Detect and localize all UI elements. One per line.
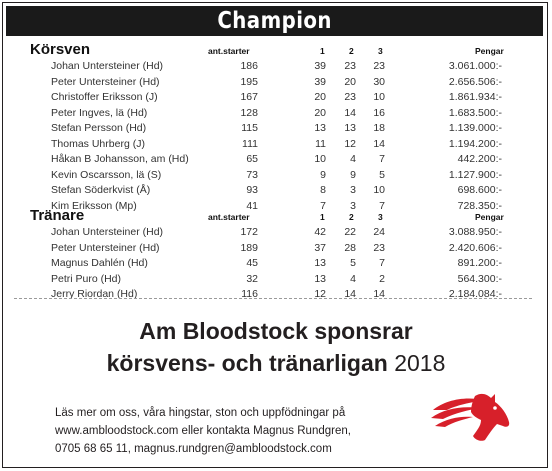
cell-wins: 20	[314, 106, 326, 119]
table-row	[30, 75, 520, 91]
cell-starts: 73	[246, 168, 258, 181]
cell-thirds: 16	[373, 106, 385, 119]
tranare-header-row	[30, 207, 520, 225]
cell-seconds: 28	[344, 241, 356, 254]
table-row	[30, 137, 520, 153]
col-header-second: 2	[349, 46, 354, 56]
table-row	[30, 121, 520, 137]
col-header-third: 3	[378, 212, 383, 222]
cell-name: Stefan Persson (Hd)	[51, 122, 147, 134]
cell-thirds: 30	[373, 75, 385, 88]
cell-name: Thomas Uhrberg (J)	[51, 137, 145, 150]
col-header-first: 1	[320, 212, 325, 222]
cell-thirds: 23	[373, 60, 385, 72]
cell-seconds: 4	[350, 272, 356, 285]
sponsor-headline-2	[0, 350, 552, 377]
cell-seconds: 22	[344, 226, 356, 238]
table-row	[30, 256, 520, 272]
cell-name: Christoffer Eriksson (J)	[51, 91, 158, 103]
cell-seconds: 3	[350, 184, 356, 196]
cell-thirds: 2	[379, 272, 385, 285]
cell-seconds: 12	[344, 137, 356, 150]
cell-wins: 12	[314, 288, 326, 300]
cell-seconds: 14	[344, 106, 356, 119]
cell-name: Petri Puro (Hd)	[51, 272, 122, 285]
cell-wins: 39	[314, 60, 326, 72]
cell-thirds: 23	[373, 241, 385, 254]
cell-name: Stefan Söderkvist (Å)	[51, 184, 151, 196]
cell-seconds: 23	[344, 91, 356, 103]
cell-seconds: 20	[344, 75, 356, 88]
cell-name: Kim Eriksson (Mp)	[51, 199, 137, 212]
cell-prize: 1.683.500:-	[448, 106, 502, 119]
table-row	[30, 90, 520, 106]
cell-prize: 2.420.606:-	[448, 241, 502, 254]
cell-seconds: 13	[344, 122, 356, 134]
cell-wins: 39	[314, 75, 326, 88]
cell-name: Kevin Oscarsson, lä (S)	[51, 168, 162, 181]
contact-info	[55, 404, 415, 458]
cell-name: Johan Untersteiner (Hd)	[51, 60, 164, 72]
cell-wins: 9	[320, 168, 326, 181]
col-header-prize: Pengar	[475, 212, 504, 222]
table-row	[30, 241, 520, 257]
tranare-title: Tränare	[30, 207, 85, 224]
cell-wins: 13	[314, 272, 326, 285]
horse-head-icon	[425, 388, 511, 448]
cell-thirds: 14	[373, 137, 385, 150]
cell-wins: 7	[320, 199, 326, 212]
cell-starts: 195	[240, 75, 258, 88]
cell-prize: 1.127.900:-	[448, 168, 502, 181]
cell-prize: 3.061.000:-	[448, 60, 502, 72]
korsven-header-row	[30, 41, 520, 59]
cell-name: Johan Untersteiner (Hd)	[51, 226, 164, 238]
cell-name: Magnus Dahlén (Hd)	[51, 257, 148, 269]
cell-starts: 32	[246, 272, 258, 285]
cell-starts: 45	[246, 257, 258, 269]
cell-prize: 3.088.950:-	[448, 226, 502, 238]
cell-prize: 1.861.934:-	[448, 91, 502, 103]
cell-wins: 10	[314, 153, 326, 165]
cell-starts: 65	[246, 153, 258, 165]
cell-starts: 167	[240, 91, 258, 103]
cell-wins: 20	[314, 91, 326, 103]
cell-starts: 115	[241, 122, 258, 134]
cell-thirds: 14	[373, 288, 385, 300]
banner-title: Champion	[217, 8, 332, 34]
col-header-starts: ant.starter	[208, 212, 250, 222]
cell-thirds: 18	[373, 122, 385, 134]
cell-name: Peter Untersteiner (Hd)	[51, 241, 160, 254]
table-row	[30, 168, 520, 184]
cell-wins: 13	[314, 122, 326, 134]
cell-seconds: 14	[344, 288, 356, 300]
cell-seconds: 23	[344, 60, 356, 72]
col-header-first: 1	[320, 46, 325, 56]
champion-banner	[6, 6, 543, 36]
cell-thirds: 10	[373, 184, 385, 196]
info-line-3: 0705 68 65 11, magnus.rundgren@ambloodstock.com	[55, 443, 332, 455]
tranare-table	[30, 207, 520, 303]
cell-thirds: 24	[373, 226, 385, 238]
korsven-table	[30, 41, 520, 214]
cell-prize: 1.139.000:-	[448, 122, 502, 134]
cell-starts: 128	[240, 106, 258, 119]
cell-prize: 442.200:-	[457, 153, 502, 165]
cell-prize: 1.194.200:-	[448, 137, 502, 150]
cell-wins: 37	[314, 241, 326, 254]
cell-thirds: 7	[379, 257, 385, 269]
sponsor-headline-2-text: körsvens- och tränarligan	[106, 350, 388, 376]
cell-prize: 891.200:-	[457, 257, 502, 269]
cell-thirds: 7	[379, 153, 385, 165]
info-line-1: Läs mer om oss, våra hingstar, ston och uppfödningar på	[55, 407, 346, 419]
table-row	[30, 287, 520, 303]
cell-name: Håkan B Johansson, am (Hd)	[51, 153, 189, 165]
cell-wins: 11	[315, 137, 326, 150]
cell-thirds: 5	[379, 168, 385, 181]
col-header-prize: Pengar	[475, 46, 504, 56]
cell-starts: 186	[240, 60, 258, 72]
cell-seconds: 3	[350, 199, 356, 212]
info-line-2: www.ambloodstock.com eller kontakta Magnus Rundgren,	[55, 425, 351, 437]
table-row	[30, 225, 520, 241]
cell-wins: 42	[314, 226, 326, 238]
korsven-title: Körsven	[30, 41, 91, 58]
cell-wins: 13	[314, 257, 326, 269]
sponsor-year: 2018	[394, 350, 446, 376]
cell-starts: 189	[240, 241, 258, 254]
cell-thirds: 10	[373, 91, 385, 103]
cell-name: Peter Untersteiner (Hd)	[51, 75, 160, 88]
col-header-starts: ant.starter	[208, 46, 250, 56]
cell-name: Jerry Riordan (Hd)	[51, 288, 138, 300]
cell-starts: 116	[241, 288, 258, 300]
cell-starts: 111	[242, 137, 258, 150]
table-row	[30, 272, 520, 288]
cell-seconds: 4	[350, 153, 356, 165]
cell-thirds: 7	[379, 199, 385, 212]
col-header-third: 3	[378, 46, 383, 56]
table-row	[30, 152, 520, 168]
col-header-second: 2	[349, 212, 354, 222]
cell-seconds: 9	[350, 168, 356, 181]
sponsor-headline-1: Am Bloodstock sponsrar	[139, 318, 413, 344]
cell-wins: 8	[320, 184, 326, 196]
cell-starts: 93	[246, 184, 258, 196]
cell-prize: 2.656.506:-	[448, 75, 502, 88]
cell-prize: 2.184.084:-	[448, 288, 502, 300]
cell-prize: 698.600:-	[457, 184, 502, 196]
section-divider	[14, 298, 532, 299]
table-row	[30, 106, 520, 122]
cell-prize: 728.350:-	[457, 199, 502, 212]
cell-seconds: 5	[350, 257, 356, 269]
cell-name: Peter Ingves, lä (Hd)	[51, 106, 148, 119]
cell-starts: 172	[240, 226, 258, 238]
cell-starts: 41	[246, 199, 258, 212]
cell-prize: 564.300:-	[457, 272, 502, 285]
table-row	[30, 183, 520, 199]
table-row	[30, 59, 520, 75]
